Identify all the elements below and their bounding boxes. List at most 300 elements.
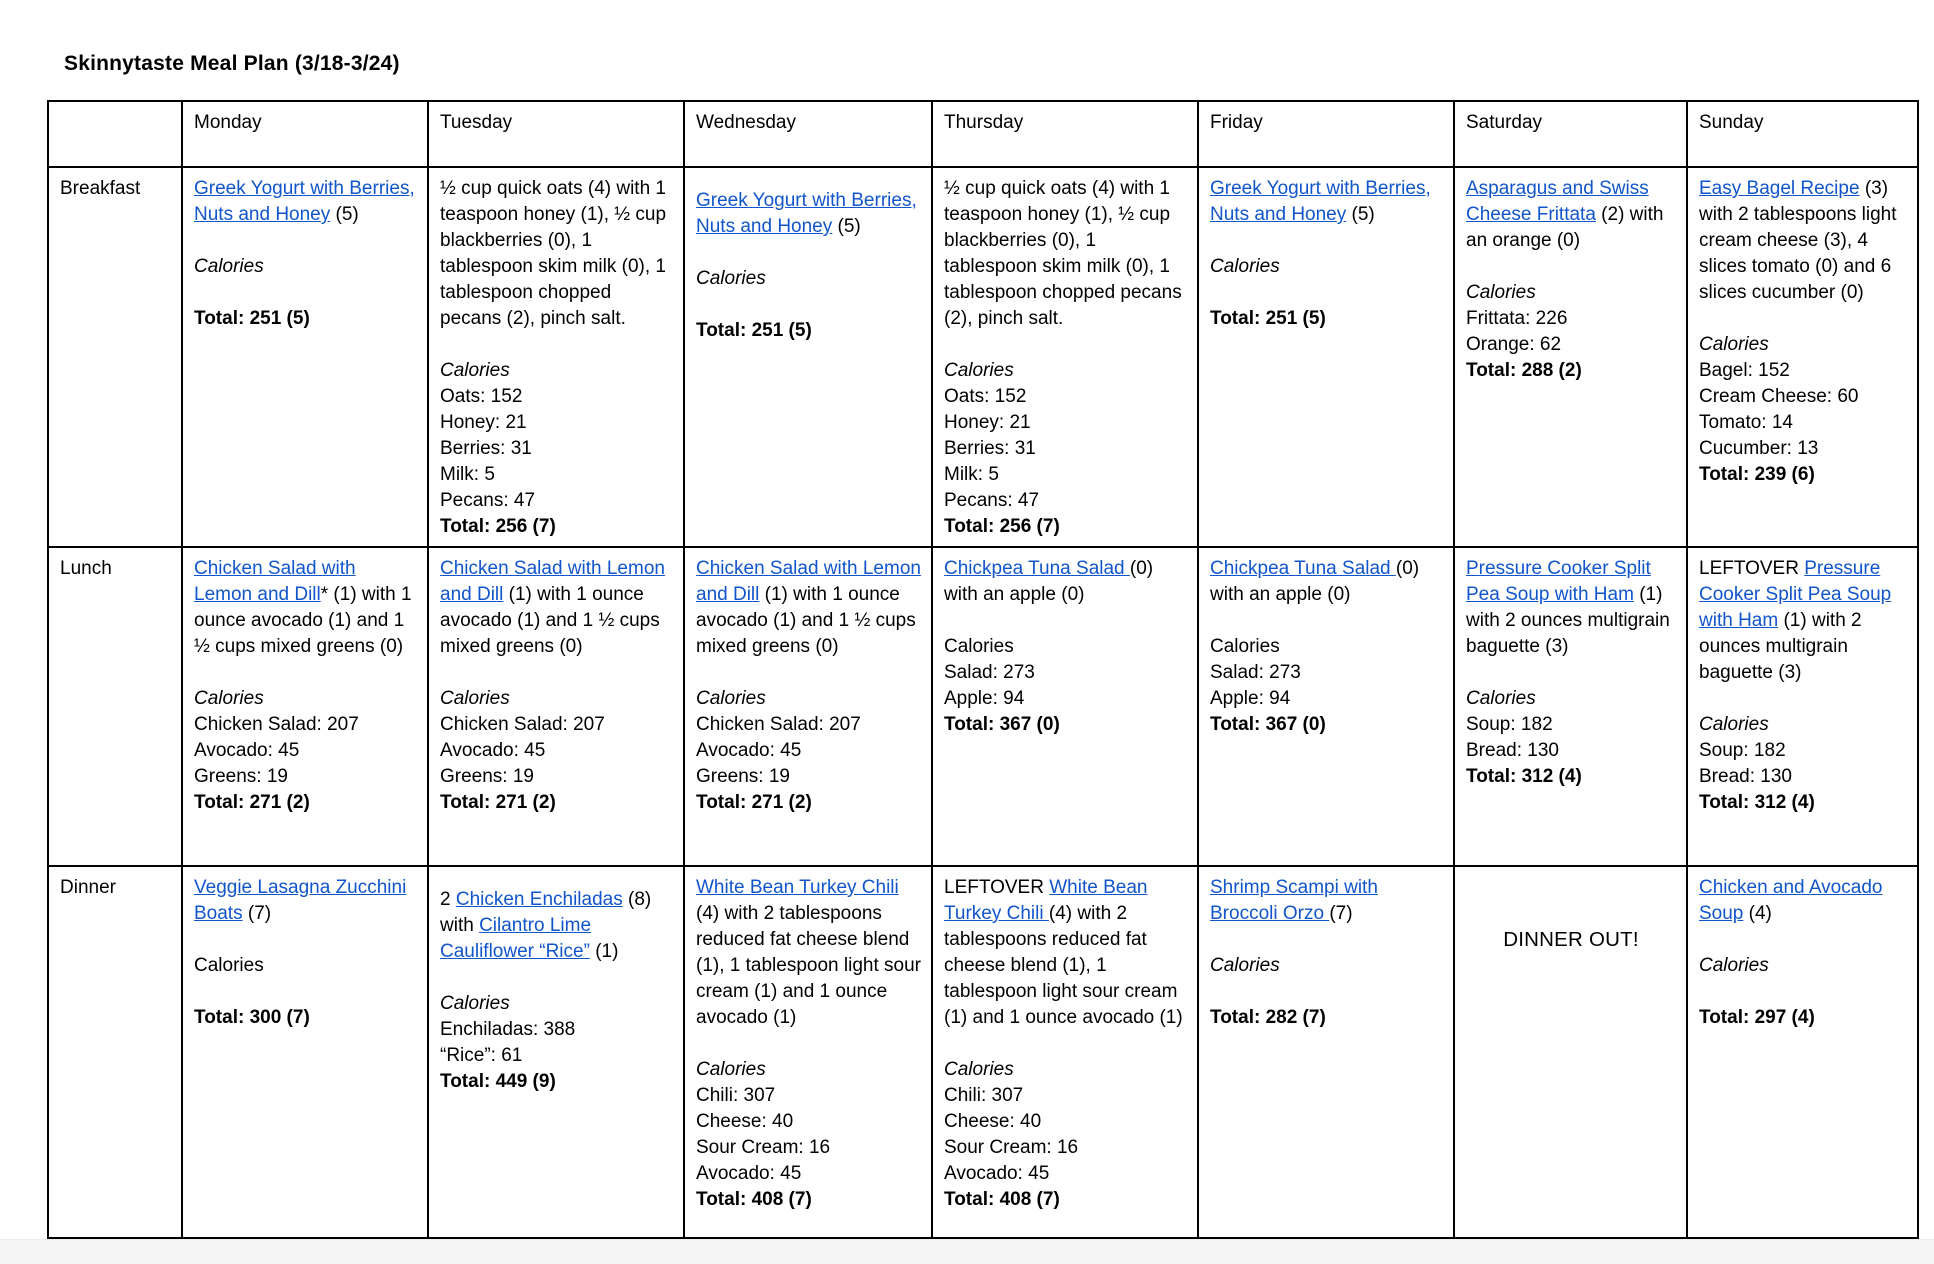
meal-text-line bbox=[1210, 1005, 1443, 1031]
meal-cell-dinner-tuesday bbox=[428, 866, 684, 1238]
text-run: (1) with 2 ounces multigrain baguette (3) bbox=[1699, 610, 1862, 683]
meal-text-line bbox=[440, 462, 673, 488]
meal-text-line bbox=[1210, 608, 1443, 634]
meal-text-line bbox=[696, 266, 921, 292]
meal-text-line bbox=[1466, 280, 1676, 306]
text-run: Oats: 152 bbox=[440, 386, 523, 407]
meal-text-line bbox=[440, 436, 673, 462]
text-run: (1) with 2 ounces multigrain baguette (3) bbox=[1466, 584, 1670, 657]
text-run: Apple: 94 bbox=[1210, 688, 1291, 709]
text-run: Salad: 273 bbox=[944, 662, 1035, 683]
meal-text-line bbox=[440, 660, 673, 686]
lunch-row bbox=[48, 547, 1918, 866]
meal-text-line bbox=[194, 228, 417, 254]
meal-text-line bbox=[1210, 660, 1443, 686]
meal-text-line bbox=[696, 1031, 921, 1057]
text-run: Calories bbox=[1466, 688, 1536, 709]
meal-text-line bbox=[1466, 306, 1676, 332]
text-run: Greens: 19 bbox=[194, 766, 288, 787]
text-run: (1) with 1 ounce avocado (1) and 1 ½ cups mixed greens (0) bbox=[440, 584, 660, 657]
text-run: DINNER OUT! bbox=[1503, 928, 1639, 951]
meal-text-line bbox=[1466, 254, 1676, 280]
dinner-row bbox=[48, 866, 1918, 1238]
meal-cell-dinner-monday bbox=[182, 866, 428, 1238]
meal-cell-breakfast-friday bbox=[1198, 167, 1454, 547]
meal-text-line bbox=[1466, 332, 1676, 358]
text-run: * (1) with 1 ounce avocado (1) and 1 ½ cups mixed greens (0) bbox=[194, 584, 412, 657]
meal-text-line bbox=[1699, 953, 1907, 979]
meal-text-line bbox=[1466, 875, 1676, 901]
text-run: Milk: 5 bbox=[944, 464, 999, 485]
text-run: Bagel: 152 bbox=[1699, 360, 1790, 381]
text-run: Cucumber: 13 bbox=[1699, 438, 1819, 459]
meal-text-line bbox=[194, 306, 417, 332]
meal-text-line bbox=[440, 875, 673, 887]
meal-text-line bbox=[194, 875, 417, 927]
meal-cell-dinner-saturday bbox=[1454, 866, 1687, 1238]
meal-text-line bbox=[696, 556, 921, 660]
meal-text-line bbox=[1210, 979, 1443, 1005]
meal-text-line bbox=[944, 608, 1187, 634]
day-header-monday: Monday bbox=[182, 101, 428, 167]
text-run: (7) bbox=[1329, 903, 1353, 924]
meal-text-line bbox=[1699, 462, 1907, 488]
recipe-link[interactable]: Pressure Cooker Split Pea Soup with Ham bbox=[1699, 558, 1892, 631]
meal-text-line bbox=[944, 875, 1187, 1031]
text-run: Enchiladas: 388 bbox=[440, 1019, 576, 1040]
meal-text-line bbox=[1210, 556, 1443, 608]
text-run: Bread: 130 bbox=[1466, 740, 1559, 761]
text-run: Total: 251 (5) bbox=[1210, 308, 1326, 329]
meal-cell-dinner-thursday bbox=[932, 866, 1198, 1238]
meal-text-line bbox=[1210, 228, 1443, 254]
text-run: Avocado: 45 bbox=[696, 1163, 802, 1184]
meal-text-line bbox=[440, 965, 673, 991]
meal-text-line bbox=[1699, 176, 1907, 306]
recipe-link[interactable]: Asparagus and Swiss Cheese Frittata bbox=[1466, 178, 1649, 225]
meal-text-line bbox=[944, 1187, 1187, 1213]
text-run: Total: 288 (2) bbox=[1466, 360, 1582, 381]
meal-text-line bbox=[1466, 660, 1676, 686]
recipe-link[interactable]: Greek Yogurt with Berries, Nuts and Honey bbox=[696, 190, 917, 237]
meal-text-line bbox=[194, 556, 417, 660]
meal-text-line bbox=[696, 240, 921, 266]
text-run: Pecans: 47 bbox=[440, 490, 536, 511]
meal-text-line bbox=[440, 514, 673, 540]
text-run: Avocado: 45 bbox=[194, 740, 300, 761]
meal-text-line bbox=[440, 384, 673, 410]
meal-text-line bbox=[944, 410, 1187, 436]
meal-text-line bbox=[1699, 332, 1907, 358]
breakfast-row bbox=[48, 167, 1918, 547]
meal-text-line bbox=[944, 686, 1187, 712]
meal-text-line bbox=[440, 712, 673, 738]
meal-text-line bbox=[1210, 306, 1443, 332]
meal-text-line bbox=[194, 280, 417, 306]
recipe-link[interactable]: Chickpea Tuna Salad bbox=[1210, 558, 1396, 579]
text-run: Chicken Salad: 207 bbox=[696, 714, 861, 735]
meal-text-line bbox=[1699, 979, 1907, 1005]
meal-text-line bbox=[440, 790, 673, 816]
text-run: Calories bbox=[1466, 282, 1536, 303]
meal-text-line bbox=[440, 1069, 673, 1095]
meal-cell-lunch-sunday bbox=[1687, 547, 1918, 866]
text-run: (0) with an apple (0) bbox=[1210, 558, 1420, 605]
meal-text-line bbox=[440, 176, 673, 332]
text-run: ½ cup quick oats (4) with 1 teaspoon honey (1), ½ cup blackberries (0), 1 tablespoon skim milk (0), 1 tablespoon chopped pecans (2), pinch salt. bbox=[440, 178, 667, 329]
text-run: Calories bbox=[440, 360, 510, 381]
text-run: (8) with bbox=[440, 889, 652, 936]
meal-text-line bbox=[440, 358, 673, 384]
meal-text-line bbox=[1466, 764, 1676, 790]
text-run: (1) bbox=[589, 941, 619, 962]
text-run: Total: 256 (7) bbox=[944, 516, 1060, 537]
recipe-link[interactable]: Chicken Salad with Lemon and Dill bbox=[696, 558, 921, 605]
text-run: Orange: 62 bbox=[1466, 334, 1562, 355]
meal-text-line bbox=[1699, 436, 1907, 462]
text-run: (5) bbox=[832, 216, 861, 237]
meal-text-line bbox=[1699, 358, 1907, 384]
meal-text-line bbox=[194, 254, 417, 280]
text-run: Honey: 21 bbox=[440, 412, 527, 433]
text-run: Calories bbox=[1210, 955, 1280, 976]
meal-text-line bbox=[1699, 410, 1907, 436]
text-run: Total: 312 (4) bbox=[1466, 766, 1582, 787]
meal-text-line bbox=[696, 660, 921, 686]
text-run: Total: 449 (9) bbox=[440, 1071, 556, 1092]
meal-text-line bbox=[1210, 176, 1443, 228]
text-run: LEFTOVER bbox=[1699, 558, 1805, 579]
recipe-link[interactable]: Pressure Cooker Split Pea Soup with Ham bbox=[1466, 558, 1651, 605]
text-run: Pecans: 47 bbox=[944, 490, 1040, 511]
text-run: Total: 300 (7) bbox=[194, 1007, 310, 1028]
meal-text-line bbox=[1699, 1005, 1907, 1031]
page-title: Skinnytaste Meal Plan (3/18-3/24) bbox=[64, 52, 400, 75]
meal-text-line bbox=[1699, 764, 1907, 790]
meal-text-line bbox=[1699, 790, 1907, 816]
text-run: Calories bbox=[696, 688, 766, 709]
meal-text-line bbox=[440, 764, 673, 790]
meal-cell-dinner-sunday bbox=[1687, 866, 1918, 1238]
meal-text-line bbox=[1699, 712, 1907, 738]
meal-text-line bbox=[944, 1057, 1187, 1083]
meal-text-line bbox=[1210, 686, 1443, 712]
meal-text-line bbox=[944, 358, 1187, 384]
text-run: Berries: 31 bbox=[440, 438, 532, 459]
recipe-link[interactable]: White Bean Turkey Chili bbox=[696, 877, 899, 898]
day-header-thursday: Thursday bbox=[932, 101, 1198, 167]
meal-text-line bbox=[944, 384, 1187, 410]
recipe-link[interactable]: Greek Yogurt with Berries, Nuts and Honey bbox=[1210, 178, 1431, 225]
meal-text-line bbox=[1210, 254, 1443, 280]
text-run: Cream Cheese: 60 bbox=[1699, 386, 1859, 407]
meal-text-line bbox=[696, 738, 921, 764]
meal-text-line bbox=[944, 332, 1187, 358]
meal-text-line bbox=[1210, 634, 1443, 660]
meal-text-line bbox=[944, 176, 1187, 332]
text-run: Greens: 19 bbox=[440, 766, 534, 787]
text-run: Total: 256 (7) bbox=[440, 516, 556, 537]
meal-text-line bbox=[194, 764, 417, 790]
text-run: ½ cup quick oats (4) with 1 teaspoon honey (1), ½ cup blackberries (0), 1 tablespoon skim milk (0), 1 tablespoon chopped pecans (2), pinch salt. bbox=[944, 178, 1182, 329]
text-run: Berries: 31 bbox=[944, 438, 1036, 459]
day-header-tuesday: Tuesday bbox=[428, 101, 684, 167]
meal-text-line bbox=[1466, 358, 1676, 384]
meal-cell-breakfast-tuesday bbox=[428, 167, 684, 547]
meal-text-line bbox=[944, 712, 1187, 738]
text-run: Total: 239 (6) bbox=[1699, 464, 1815, 485]
text-run: Soup: 182 bbox=[1466, 714, 1553, 735]
recipe-link[interactable]: White Bean Turkey Chili bbox=[944, 877, 1148, 924]
meal-text-line bbox=[944, 1161, 1187, 1187]
meal-cell-breakfast-wednesday bbox=[684, 167, 932, 547]
meal-text-line bbox=[440, 410, 673, 436]
text-run: Calories bbox=[1210, 636, 1280, 657]
meal-cell-lunch-thursday bbox=[932, 547, 1198, 866]
text-run: Calories bbox=[1210, 256, 1280, 277]
meal-text-line bbox=[1699, 306, 1907, 332]
day-header-sunday: Sunday bbox=[1687, 101, 1918, 167]
meal-text-line bbox=[696, 176, 921, 188]
meal-text-line bbox=[440, 738, 673, 764]
text-run: Avocado: 45 bbox=[440, 740, 546, 761]
day-header-wednesday: Wednesday bbox=[684, 101, 932, 167]
meal-text-line bbox=[696, 764, 921, 790]
text-run: (2) with an orange (0) bbox=[1466, 204, 1664, 251]
meal-cell-lunch-monday bbox=[182, 547, 428, 866]
text-run: Chicken Salad: 207 bbox=[194, 714, 359, 735]
text-run: Calories bbox=[194, 955, 264, 976]
text-run: Calories bbox=[944, 1059, 1014, 1080]
text-run: (3) with 2 tablespoons light cream cheese (3), 4 slices tomato (0) and 6 slices cucumber (0) bbox=[1699, 178, 1897, 303]
header-row bbox=[48, 101, 1918, 167]
meal-text-line bbox=[944, 488, 1187, 514]
meal-text-line bbox=[194, 1005, 417, 1031]
meal-text-line bbox=[696, 1187, 921, 1213]
meal-text-line bbox=[696, 1161, 921, 1187]
meal-text-line bbox=[944, 1109, 1187, 1135]
text-run: Greens: 19 bbox=[696, 766, 790, 787]
meal-text-line bbox=[1210, 927, 1443, 953]
meal-text-line bbox=[944, 634, 1187, 660]
text-run: Calories bbox=[194, 256, 264, 277]
text-run: Avocado: 45 bbox=[944, 1163, 1050, 1184]
meal-cell-breakfast-thursday bbox=[932, 167, 1198, 547]
text-run: Milk: 5 bbox=[440, 464, 495, 485]
meal-text-line bbox=[440, 686, 673, 712]
text-run: (0) with an apple (0) bbox=[944, 558, 1154, 605]
meal-row-label-lunch: Lunch bbox=[48, 547, 182, 866]
day-header-friday: Friday bbox=[1198, 101, 1454, 167]
meal-text-line bbox=[944, 556, 1187, 608]
text-run: Calories bbox=[1699, 334, 1769, 355]
recipe-link[interactable]: Chicken and Avocado Soup bbox=[1699, 877, 1883, 924]
meal-text-line bbox=[1699, 384, 1907, 410]
text-run: Total: 367 (0) bbox=[1210, 714, 1326, 735]
text-run: Calories bbox=[944, 636, 1014, 657]
meal-cell-breakfast-saturday bbox=[1454, 167, 1687, 547]
text-run: Chicken Salad: 207 bbox=[440, 714, 605, 735]
meal-text-line bbox=[1210, 712, 1443, 738]
recipe-link[interactable]: Shrimp Scampi with Broccoli Orzo bbox=[1210, 877, 1378, 924]
meal-text-line bbox=[1466, 712, 1676, 738]
meal-text-line bbox=[944, 1135, 1187, 1161]
text-run: Tomato: 14 bbox=[1699, 412, 1793, 433]
meal-cell-dinner-friday bbox=[1198, 866, 1454, 1238]
meal-text-line bbox=[696, 790, 921, 816]
text-run: Total: 297 (4) bbox=[1699, 1007, 1815, 1028]
text-run: Calories bbox=[1699, 955, 1769, 976]
meal-text-line bbox=[194, 953, 417, 979]
corner-cell bbox=[48, 101, 182, 167]
text-run: Cheese: 40 bbox=[944, 1111, 1042, 1132]
text-run: “Rice”: 61 bbox=[440, 1045, 523, 1066]
text-run: Calories bbox=[696, 268, 766, 289]
meal-text-line bbox=[696, 712, 921, 738]
text-run: Total: 408 (7) bbox=[944, 1189, 1060, 1210]
meal-cell-breakfast-monday bbox=[182, 167, 428, 547]
meal-text-line bbox=[696, 1083, 921, 1109]
meal-cell-lunch-friday bbox=[1198, 547, 1454, 866]
meal-text-line bbox=[1466, 901, 1676, 927]
text-run: Total: 282 (7) bbox=[1210, 1007, 1326, 1028]
text-run: 2 bbox=[440, 889, 456, 910]
text-run: (4) with 2 tablespoons reduced fat cheese blend (1), 1 tablespoon light sour cream (1) and 1 ounce avocado (1) bbox=[944, 903, 1183, 1028]
recipe-link[interactable]: Chickpea Tuna Salad bbox=[944, 558, 1130, 579]
text-run: Total: 271 (2) bbox=[440, 792, 556, 813]
meal-text-line bbox=[696, 188, 921, 240]
text-run: Bread: 130 bbox=[1699, 766, 1792, 787]
meal-text-line bbox=[440, 1017, 673, 1043]
text-run: (1) with 1 ounce avocado (1) and 1 ½ cups mixed greens (0) bbox=[696, 584, 916, 657]
meal-text-line bbox=[696, 875, 921, 1031]
meal-cell-lunch-saturday bbox=[1454, 547, 1687, 866]
text-run: Frittata: 226 bbox=[1466, 308, 1568, 329]
text-run: Total: 408 (7) bbox=[696, 1189, 812, 1210]
text-run: Sour Cream: 16 bbox=[696, 1137, 831, 1158]
recipe-link[interactable]: Chicken Enchiladas bbox=[455, 889, 623, 910]
text-run: Calories bbox=[696, 1059, 766, 1080]
meal-text-line bbox=[1210, 875, 1443, 927]
meal-text-line bbox=[944, 436, 1187, 462]
meal-text-line bbox=[194, 176, 417, 228]
text-run: Total: 251 (5) bbox=[696, 320, 812, 341]
meal-text-line bbox=[440, 1043, 673, 1069]
meal-cell-lunch-tuesday bbox=[428, 547, 684, 866]
meal-text-line bbox=[696, 1057, 921, 1083]
text-run: Apple: 94 bbox=[944, 688, 1025, 709]
text-run: Calories bbox=[194, 688, 264, 709]
text-run: LEFTOVER bbox=[944, 877, 1050, 898]
meal-text-line bbox=[696, 318, 921, 344]
text-run: Total: 271 (2) bbox=[194, 792, 310, 813]
meal-text-line bbox=[944, 1083, 1187, 1109]
meal-text-line bbox=[1210, 953, 1443, 979]
text-run: Total: 367 (0) bbox=[944, 714, 1060, 735]
meal-text-line bbox=[1699, 686, 1907, 712]
viewport-bottom-edge bbox=[0, 1239, 1934, 1264]
text-run: Calories bbox=[440, 688, 510, 709]
meal-text-line bbox=[1699, 556, 1907, 686]
text-run: Avocado: 45 bbox=[696, 740, 802, 761]
text-run: Total: 312 (4) bbox=[1699, 792, 1815, 813]
text-run: (4) bbox=[1743, 903, 1772, 924]
text-run: (7) bbox=[242, 903, 272, 924]
recipe-link[interactable]: Cilantro Lime Cauliflower “Rice” bbox=[440, 915, 592, 962]
dinner-out-note bbox=[1466, 927, 1676, 953]
text-run: Oats: 152 bbox=[944, 386, 1027, 407]
meal-text-line bbox=[440, 991, 673, 1017]
meal-text-line bbox=[1210, 280, 1443, 306]
meal-text-line bbox=[1466, 556, 1676, 660]
text-run: Calories bbox=[944, 360, 1014, 381]
meal-text-line bbox=[1466, 686, 1676, 712]
text-run: Total: 271 (2) bbox=[696, 792, 812, 813]
meal-cell-dinner-wednesday bbox=[684, 866, 932, 1238]
meal-text-line bbox=[440, 488, 673, 514]
text-run: (4) with 2 tablespoons reduced fat cheese blend (1), 1 tablespoon light sour cream (1) and 1 ounce avocado (1) bbox=[696, 903, 921, 1028]
text-run: Salad: 273 bbox=[1210, 662, 1301, 683]
meal-text-line bbox=[696, 292, 921, 318]
text-run: Chili: 307 bbox=[696, 1085, 776, 1106]
meal-text-line bbox=[944, 1031, 1187, 1057]
meal-cell-lunch-wednesday bbox=[684, 547, 932, 866]
meal-text-line bbox=[944, 514, 1187, 540]
day-header-saturday: Saturday bbox=[1454, 101, 1687, 167]
meal-text-line bbox=[696, 686, 921, 712]
meal-text-line bbox=[440, 887, 673, 965]
recipe-link[interactable]: Veggie Lasagna Zucchini Boats bbox=[194, 877, 407, 924]
meal-row-label-dinner: Dinner bbox=[48, 866, 182, 1238]
meal-text-line bbox=[194, 686, 417, 712]
meal-text-line bbox=[1466, 176, 1676, 254]
text-run: Sour Cream: 16 bbox=[944, 1137, 1079, 1158]
meal-text-line bbox=[440, 556, 673, 660]
text-run: (5) bbox=[330, 204, 359, 225]
meal-row-label-breakfast: Breakfast bbox=[48, 167, 182, 547]
meal-text-line bbox=[944, 462, 1187, 488]
text-run: Calories bbox=[1699, 714, 1769, 735]
meal-text-line bbox=[1699, 875, 1907, 927]
meal-text-line bbox=[194, 712, 417, 738]
meal-text-line bbox=[194, 738, 417, 764]
meal-text-line bbox=[194, 927, 417, 953]
meal-text-line bbox=[1466, 738, 1676, 764]
text-run: Soup: 182 bbox=[1699, 740, 1786, 761]
text-run: (5) bbox=[1346, 204, 1375, 225]
text-run: Chili: 307 bbox=[944, 1085, 1024, 1106]
text-run: Calories bbox=[440, 993, 510, 1014]
text-run: Total: 251 (5) bbox=[194, 308, 310, 329]
meal-text-line bbox=[944, 660, 1187, 686]
meal-text-line bbox=[440, 332, 673, 358]
recipe-link[interactable]: Chicken Salad with Lemon and Dill bbox=[194, 558, 356, 605]
meal-text-line bbox=[194, 979, 417, 1005]
meal-text-line bbox=[696, 1109, 921, 1135]
text-run: Cheese: 40 bbox=[696, 1111, 794, 1132]
meal-text-line bbox=[1699, 738, 1907, 764]
meal-text-line bbox=[194, 790, 417, 816]
meal-text-line bbox=[1699, 927, 1907, 953]
meal-plan-table bbox=[47, 100, 1919, 1239]
text-run: Honey: 21 bbox=[944, 412, 1031, 433]
meal-cell-breakfast-sunday bbox=[1687, 167, 1918, 547]
recipe-link[interactable]: Easy Bagel Recipe bbox=[1699, 178, 1860, 199]
meal-text-line bbox=[194, 660, 417, 686]
meal-text-line bbox=[696, 1135, 921, 1161]
recipe-link[interactable]: Chicken Salad with Lemon and Dill bbox=[440, 558, 665, 605]
recipe-link[interactable]: Greek Yogurt with Berries, Nuts and Honey bbox=[194, 178, 415, 225]
